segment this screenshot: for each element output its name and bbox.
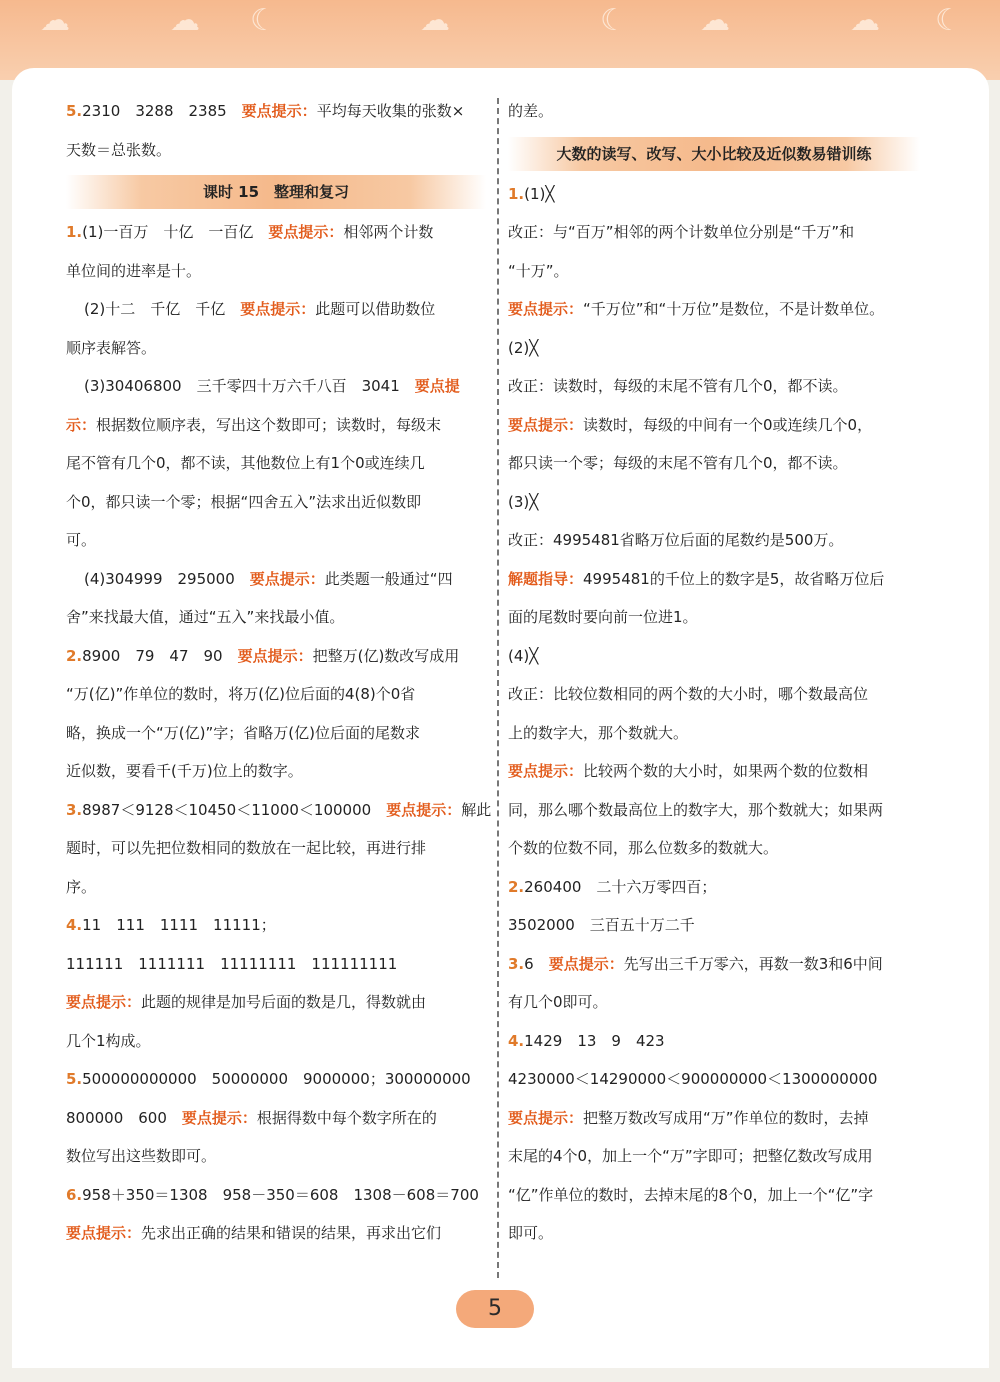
moon-icon: ☾ [600,3,627,38]
text-line [508,213,920,252]
hint-text: 把整万(亿)数改写成用 [312,646,460,665]
text-line [508,329,920,368]
question-number: 2. [66,646,83,665]
text-line [508,1099,920,1138]
hint-label: 要点提示： [508,300,584,318]
hint-label: 要点提示： [508,1108,584,1127]
question-number: 5. [66,102,83,120]
answer-text: 个0，都只读一个零；根据“四舍五入”法求出近似数即 [66,492,422,511]
text-line [508,906,920,945]
left-column [66,92,492,1253]
text-line [508,675,920,714]
text-line [508,637,920,676]
text-line [66,1137,486,1176]
hint-label: 要点提示： [240,300,316,318]
answer-text: 舍”来找最大值，通过“五入”来找最小值。 [66,608,345,626]
answer-text: 可。 [66,531,97,549]
text-line [66,1099,486,1138]
hint-text: 根据得数中每个数字所在的 [256,1108,437,1127]
answer-text: 数位写出这些数即可。 [66,1147,217,1165]
answer-text: 改正：4995481省略万位后面的尾数约是500万。 [508,531,844,549]
answer-text: (2)十二 千亿 千亿 [84,300,241,318]
hint-label: 解题指导： [508,569,584,588]
answer-text: 个数的位数不同，那么位数多的数就大。 [508,839,779,857]
text-line [508,406,920,445]
right-column [508,92,920,1253]
text-line [66,945,486,984]
text-line [66,868,486,907]
column-divider [497,98,499,1278]
text-line [508,252,920,291]
question-number: 1. [508,184,525,203]
text-line [508,945,920,984]
answer-text: 几个1构成。 [66,1031,151,1050]
text-line [66,983,486,1022]
answer-text: 500000000000 50000000 9000000；300000000 [82,1070,471,1088]
text-line [508,367,920,406]
text-line [508,290,920,329]
section-heading: 课时 15 整理和复习 [66,175,486,209]
answer-text: 11 111 1111 11111； [82,916,276,934]
text-line [66,444,486,483]
hint-label: 要点提示： [508,762,584,780]
hint-text: 解此 [461,800,492,819]
text-line [66,329,486,368]
answer-text: 8987＜9128＜10450＜11000＜100000 [82,800,387,819]
text-line [508,714,920,753]
answer-text: 958＋350＝1308 958－350＝608 1308－608＝700 [82,1185,479,1204]
answer-text: (3)30406800 三千零四十万六千八百 3041 [84,377,415,395]
answer-text: 2310 3288 2385 [82,102,242,120]
text-line [508,444,920,483]
answer-text: 改正：比较位数相同的两个数的大小时，哪个数最高位 [508,685,869,703]
hint-label: 要点提示： [249,569,325,588]
page-number: 5 [456,1290,534,1328]
hint-text: 此类题一般通过“四 [324,569,453,588]
answer-text: 同，那么哪个数最高位上的数字大，那个数就大；如果两 [508,800,884,819]
text-line [66,252,486,291]
text-line [66,213,486,252]
text-line [66,675,486,714]
text-line [508,1137,920,1176]
answer-text: 末尾的4个0，加上一个“万”字即可；把整亿数改写成用 [508,1147,873,1165]
answer-text: 题时，可以先把位数相同的数放在一起比较，再进行排 [66,839,427,857]
question-number: 4. [508,1031,525,1050]
hint-text: 此题的规律是加号后面的数是几，得数就由 [141,993,427,1011]
text-line [508,983,920,1022]
text-line [66,791,492,830]
text-line [66,1176,486,1215]
text-line [508,1022,920,1061]
text-line [66,1214,486,1253]
answer-text: 单位间的进率是十。 [66,261,202,280]
text-line [508,560,920,599]
answer-text: (3)╳ [508,492,539,511]
text-line [66,752,486,791]
answer-text: 天数＝总张数。 [66,140,172,159]
answer-text: 1429 13 9 423 [524,1031,665,1050]
cloud-icon: ☁ [170,3,200,38]
answer-text: 上的数字大，那个数就大。 [508,723,689,742]
text-line [508,598,920,637]
text-line [66,906,486,945]
answer-text: 的差。 [508,102,554,120]
moon-icon: ☾ [935,3,962,38]
text-line [66,1060,486,1099]
hint-label: 要点提示： [237,646,313,665]
text-line [508,1214,920,1253]
answer-text: (2)╳ [508,338,539,357]
answer-text: 260400 二十六万零四百； [524,877,717,896]
text-line [66,406,486,445]
hint-label: 示： [66,415,97,434]
hint-label: 要点提示： [548,954,624,973]
question-number: 6. [66,1185,83,1204]
answer-text: (4)304999 295000 [84,569,250,588]
cloud-icon: ☁ [40,3,70,38]
text-line [66,483,486,522]
answer-text: 近似数，要看千(千万)位上的数字。 [66,762,303,780]
answer-text: 4230000＜14290000＜900000000＜1300000000 [508,1070,878,1088]
answer-text: 都只读一个零；每级的末尾不管有几个0，都不读。 [508,454,848,472]
text-line [508,752,920,791]
text-line [508,92,920,131]
answer-text: “十万”。 [508,261,569,280]
cloud-icon: ☁ [700,3,730,38]
text-line [508,483,920,522]
hint-text: 把整万数改写成用“万”作单位的数时，去掉 [583,1108,869,1127]
answer-text: (1)一百万 十亿 一百亿 [82,223,269,241]
question-number: 1. [66,223,83,241]
question-number: 2. [508,877,525,896]
question-number: 5. [66,1070,83,1088]
hint-text: 先求出正确的结果和错误的结果，再求出它们 [141,1224,442,1242]
hint-label: 要点提示： [386,800,462,819]
text-line [508,1176,920,1215]
text-line [508,1060,920,1099]
answer-text: 6 [524,954,549,973]
text-line [508,521,920,560]
answer-text: (1)╳ [524,184,555,203]
hint-text: 比较两个数的大小时，如果两个数的位数相 [583,762,869,780]
text-line [508,175,920,214]
answer-text: (4)╳ [508,646,539,665]
answer-text: 有几个0即可。 [508,993,608,1011]
answer-text: 3502000 三百五十万二千 [508,916,695,934]
text-line [66,521,486,560]
answer-text: 800000 600 [66,1108,182,1127]
hint-label: 要点提示： [181,1108,257,1127]
answer-text: 面的尾数时要向前一位进1。 [508,608,698,626]
answer-text: 即可。 [508,1224,554,1242]
text-line [66,598,486,637]
question-number: 3. [66,800,83,819]
text-line [508,791,920,830]
text-line [66,92,486,131]
question-number: 3. [508,954,525,973]
text-line [66,131,486,170]
text-line [66,829,486,868]
answer-text: 8900 79 47 90 [82,646,238,665]
answer-text: 略，换成一个“万(亿)”字；省略万(亿)位后面的尾数求 [66,723,420,742]
hint-text: 根据数位顺序表，写出这个数即可；读数时，每级末 [96,415,442,434]
text-line [66,367,486,406]
hint-label: 要点提示： [268,223,344,241]
answer-text: “亿”作单位的数时，去掉末尾的8个0，加上一个“亿”字 [508,1185,874,1204]
text-line [66,560,486,599]
hint-label: 要点提示： [66,1224,142,1242]
section-heading: 大数的读写、改写、大小比较及近似数易错训练 [508,137,920,171]
answer-text: 顺序表解答。 [66,338,157,357]
text-line [66,637,486,676]
answer-text: 序。 [66,877,97,896]
answer-text: 改正：与“百万”相邻的两个计数单位分别是“千万”和 [508,223,855,241]
hint-label: 要点提示： [66,993,142,1011]
text-line [66,1022,486,1061]
answer-text: 111111 1111111 11111111 111111111 [66,954,398,973]
moon-icon: ☾ [250,3,277,38]
hint-label: 要点提 [414,377,460,395]
question-number: 4. [66,916,83,934]
cloud-icon: ☁ [420,3,450,38]
hint-text: “千万位”和“十万位”是数位，不是计数单位。 [583,300,885,318]
hint-text: 读数时，每级的中间有一个0或连续几个0， [583,415,873,434]
hint-text: 先写出三千万零六，再数一数3和6中间 [623,954,883,973]
hint-text: 4995481的千位上的数字是5，故省略万位后 [583,569,885,588]
text-line [66,290,486,329]
hint-text: 此题可以借助数位 [315,300,436,318]
answer-text: 尾不管有几个0，都不读，其他数位上有1个0或连续几 [66,454,425,472]
text-line [508,829,920,868]
cloud-icon: ☁ [850,3,880,38]
hint-label: 要点提示： [241,102,317,120]
text-line [508,868,920,907]
hint-text: 相邻两个计数 [343,223,434,241]
hint-label: 要点提示： [508,415,584,434]
hint-text: 平均每天收集的张数× [316,102,465,120]
answer-text: 改正：读数时，每级的末尾不管有几个0，都不读。 [508,377,848,395]
text-line [66,714,486,753]
answer-text: “万(亿)”作单位的数时，将万(亿)位后面的4(8)个0省 [66,685,416,703]
